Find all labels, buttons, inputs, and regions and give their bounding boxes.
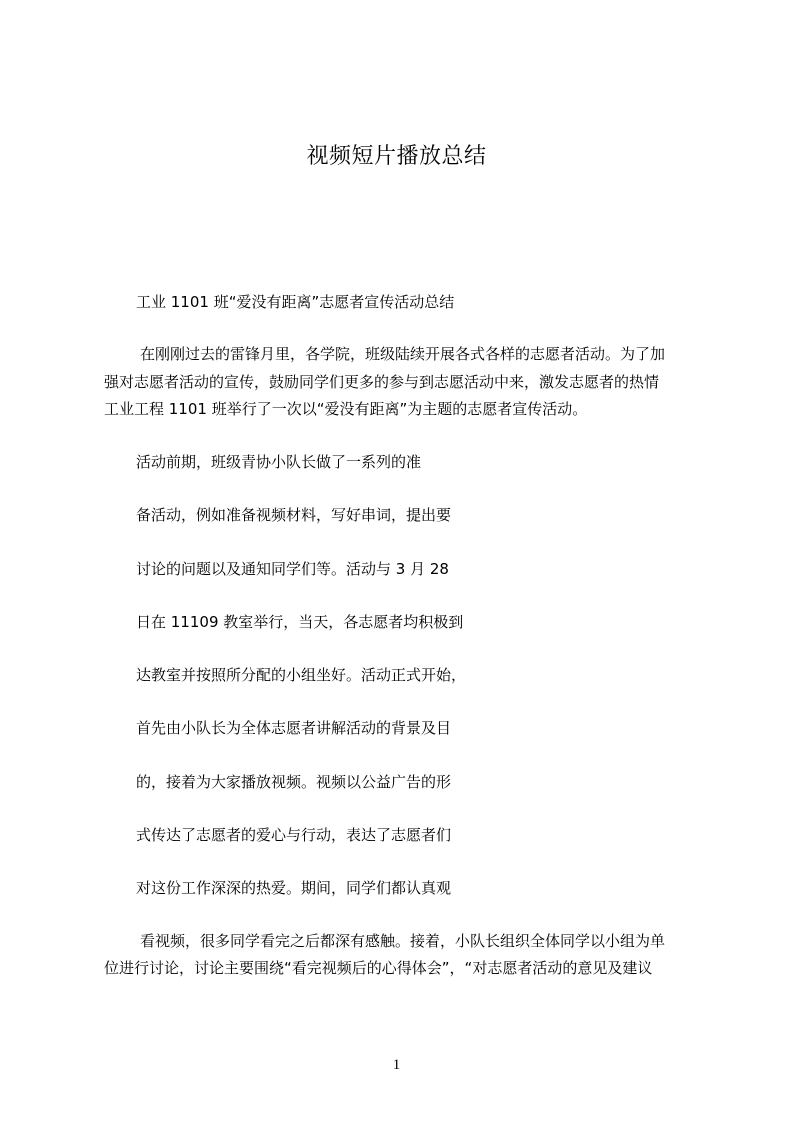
page-number: 1 bbox=[392, 1057, 401, 1073]
paragraph-line: 工业工程 1101 班举行了一次以“爱没有距离”为主题的志愿者宣传活动。 bbox=[104, 400, 588, 418]
paragraph-line: 的，接着为大家播放视频。视频以公益广告的形 bbox=[136, 773, 452, 791]
paragraph-line: 备活动，例如准备视频材料，写好串词，提出要 bbox=[136, 506, 452, 524]
paragraph-line: 看视频，很多同学看完之后都深有感触。接着，小队长组织全体同学以小组为单 bbox=[140, 932, 666, 950]
paragraph-line: 在刚刚过去的雷锋月里，各学院，班级陆续开展各式各样的志愿者活动。为了加 bbox=[140, 345, 666, 363]
subtitle-line: 工业 1101 班“爱没有距离”志愿者宣传活动总结 bbox=[136, 293, 455, 311]
paragraph-line: 活动前期，班级青协小队长做了一系列的准 bbox=[136, 453, 422, 471]
paragraph-line: 达教室并按照所分配的小组坐好。活动正式开始， bbox=[136, 666, 467, 684]
paragraph-line: 强对志愿者活动的宣传，鼓励同学们更多的参与到志愿活动中来，激发志愿者的热情 bbox=[104, 373, 660, 391]
document-title: 视频短片播放总结 bbox=[306, 144, 487, 169]
paragraph-line: 首先由小队长为全体志愿者讲解活动的背景及目 bbox=[136, 719, 452, 737]
paragraph-line: 位进行讨论，讨论主要围绕“看完视频后的心得体会”，“对志愿者活动的意见及建议 bbox=[104, 959, 653, 977]
paragraph-line: 对这份工作深深的热爱。期间，同学们都认真观 bbox=[136, 879, 452, 897]
paragraph-line: 日在 11109 教室举行，当天，各志愿者均积极到 bbox=[136, 613, 464, 631]
paragraph-line: 讨论的问题以及通知同学们等。活动与 3 月 28 bbox=[136, 560, 449, 578]
paragraph-line: 式传达了志愿者的爱心与行动，表达了志愿者们 bbox=[136, 826, 452, 844]
